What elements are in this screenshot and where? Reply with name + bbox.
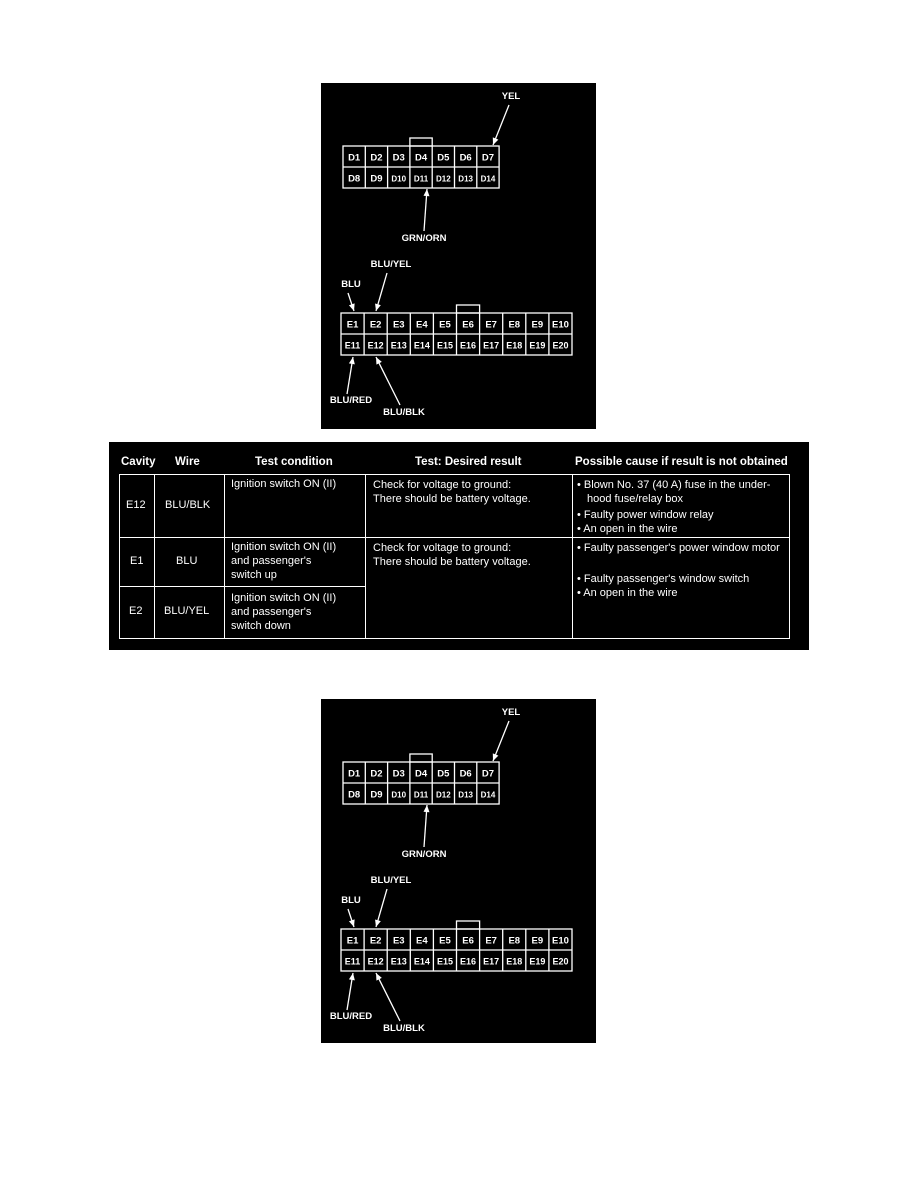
test-table	[109, 442, 809, 650]
cavity-label: D1	[348, 768, 361, 780]
cavity-label: D8	[348, 789, 361, 801]
cavity-label: D14	[480, 790, 496, 800]
cavity-label: E1	[346, 319, 359, 331]
label-grn-orn: GRN/ORN	[401, 233, 447, 244]
cavity-label: E4	[416, 319, 428, 331]
label-blu-blk: BLU/BLK	[383, 1023, 425, 1034]
group2-result-line2: There should be battery voltage.	[373, 556, 531, 568]
cavity-label: E10	[551, 935, 569, 947]
cavity-label: E15	[436, 956, 453, 967]
label-grn-orn: GRN/ORN	[401, 849, 447, 860]
e-connector-key	[457, 921, 480, 929]
cavity-label: D3	[392, 152, 405, 164]
cavity-label: D1	[348, 152, 361, 164]
label-blu-red: BLU/RED	[329, 395, 373, 406]
label-blu-red: BLU/RED	[329, 1011, 373, 1022]
header-test-condition: Test condition	[255, 456, 333, 468]
cavity-label: E18	[506, 340, 523, 351]
d-connector-key	[410, 138, 432, 146]
cavity-label: E16	[460, 956, 477, 967]
arrow-grn-orn	[424, 189, 430, 231]
cavity-label: E6	[462, 319, 474, 331]
connector-diagram-top	[321, 83, 596, 429]
cavity-label: D7	[481, 152, 495, 164]
cavity-label: E13	[390, 340, 407, 351]
header-possible-cause: Possible cause if result is not obtained	[575, 456, 788, 468]
label-blu-yel: BLU/YEL	[370, 259, 412, 270]
cavity-label: E7	[485, 319, 497, 331]
cavity-label: D13	[458, 174, 473, 184]
cavity-label: D5	[437, 152, 450, 164]
row3-condition-line1: Ignition switch ON (II)	[231, 592, 337, 604]
cavity-label: E7	[485, 935, 497, 947]
cavity-label: E12	[367, 340, 384, 351]
cavity-label: E18	[506, 956, 523, 967]
cavity-label: E9	[531, 935, 544, 947]
cavity-label: E2	[369, 319, 382, 331]
group2-result-line1: Check for voltage to ground:	[373, 542, 512, 554]
cavity-label: E19	[529, 956, 546, 967]
cavity-label: E14	[413, 340, 430, 351]
cavity-label: D2	[370, 152, 383, 164]
cavity-label: D4	[414, 768, 428, 780]
cavity-label: E11	[344, 956, 361, 967]
cavity-label: D9	[370, 173, 383, 185]
row2-condition-line3: switch up	[231, 569, 277, 581]
row2-condition-line2: and passenger's	[231, 555, 312, 567]
cavity-label: D6	[459, 768, 472, 780]
cavity-label: E15	[436, 340, 453, 351]
cavity-label: D14	[480, 174, 496, 184]
cavity-label: E8	[508, 319, 521, 331]
label-yel: YEL	[501, 91, 521, 102]
cavity-label: D8	[348, 173, 361, 185]
arrow-blu	[348, 293, 355, 311]
arrow-grn-orn	[424, 805, 430, 847]
diagram-svg	[321, 83, 596, 429]
label-blu: BLU	[341, 895, 361, 906]
arrow-blu	[348, 909, 355, 927]
row1-result-line1: Check for voltage to ground:	[373, 479, 512, 491]
cavity-label: D5	[437, 768, 450, 780]
cavity-label: E12	[367, 956, 384, 967]
label-blu: BLU	[341, 279, 361, 290]
arrow-yel	[493, 105, 509, 145]
cavity-label: D4	[414, 152, 428, 164]
cavity-label: D3	[392, 768, 405, 780]
label-yel: YEL	[501, 707, 521, 718]
cavity-label: E20	[552, 340, 569, 351]
cavity-label: D9	[370, 789, 383, 801]
cavity-label: E5	[439, 935, 451, 947]
cavity-label: D11	[413, 790, 429, 800]
row1-wire: BLU/BLK	[165, 499, 211, 511]
cavity-label: E17	[483, 340, 500, 351]
cavity-label: E3	[392, 935, 405, 947]
cavity-label: D10	[391, 790, 407, 800]
header-desired-result: Test: Desired result	[415, 456, 522, 468]
cavity-label: D12	[436, 790, 451, 800]
label-blu-yel: BLU/YEL	[370, 875, 412, 886]
arrow-blu-blk	[376, 973, 400, 1021]
diagram-svg	[321, 699, 596, 1043]
row2-cavity: E1	[130, 555, 144, 567]
row1-result-line2: There should be battery voltage.	[373, 493, 531, 505]
row1-cause-1: • Blown No. 37 (40 A) fuse in the under-hood fuse/relay box	[577, 479, 771, 505]
arrow-blu-red	[347, 357, 355, 394]
arrow-blu-yel	[375, 273, 387, 311]
row1-cause-2: • Faulty power window relay	[577, 509, 714, 521]
row1-condition: Ignition switch ON (II)	[231, 478, 337, 490]
label-blu-blk: BLU/BLK	[383, 407, 425, 418]
row1-cavity: E12	[126, 499, 146, 511]
cavity-label: E10	[551, 319, 569, 331]
d-connector-key	[410, 754, 432, 762]
row3-cavity: E2	[129, 605, 143, 617]
connector-diagram-bottom	[321, 699, 596, 1043]
cavity-label: E4	[416, 935, 428, 947]
cavity-label: E5	[439, 319, 451, 331]
e-connector-key	[457, 305, 480, 313]
arrow-blu-blk	[376, 357, 400, 405]
cavity-label: E19	[529, 340, 546, 351]
cavity-label: E2	[369, 935, 382, 947]
cavity-label: E6	[462, 935, 474, 947]
cavity-label: E1	[346, 935, 359, 947]
arrow-yel	[493, 721, 509, 761]
cavity-label: D13	[458, 790, 473, 800]
cavity-label: E8	[508, 935, 521, 947]
cavity-label: D10	[391, 174, 407, 184]
arrow-blu-yel	[375, 889, 387, 927]
cavity-label: E16	[460, 340, 477, 351]
cavity-label: E17	[483, 956, 500, 967]
arrow-blu-red	[347, 973, 355, 1010]
cavity-label: E11	[344, 340, 361, 351]
row2-condition-line1: Ignition switch ON (II)	[231, 541, 337, 553]
row1-cause-3: • An open in the wire	[577, 523, 678, 535]
cavity-label: D11	[413, 174, 429, 184]
header-wire: Wire	[175, 456, 200, 468]
row3-condition-line3: switch down	[231, 620, 291, 632]
cavity-label: D7	[481, 768, 495, 780]
group2-cause-2: • Faulty passenger's window switch	[577, 573, 750, 585]
header-cavity: Cavity	[121, 456, 156, 468]
cavity-label: D2	[370, 768, 383, 780]
row3-condition-line2: and passenger's	[231, 606, 312, 618]
group2-cause-1: • Faulty passenger's power window motor	[577, 542, 780, 554]
cavity-label: D6	[459, 152, 472, 164]
cavity-label: E9	[531, 319, 544, 331]
cavity-label: E14	[413, 956, 430, 967]
cavity-label: E13	[390, 956, 407, 967]
cavity-label: E3	[392, 319, 405, 331]
row3-wire: BLU/YEL	[164, 605, 210, 617]
cavity-label: E20	[552, 956, 569, 967]
group2-cause-3: • An open in the wire	[577, 587, 678, 599]
cavity-label: D12	[436, 174, 451, 184]
row2-wire: BLU	[176, 555, 198, 567]
